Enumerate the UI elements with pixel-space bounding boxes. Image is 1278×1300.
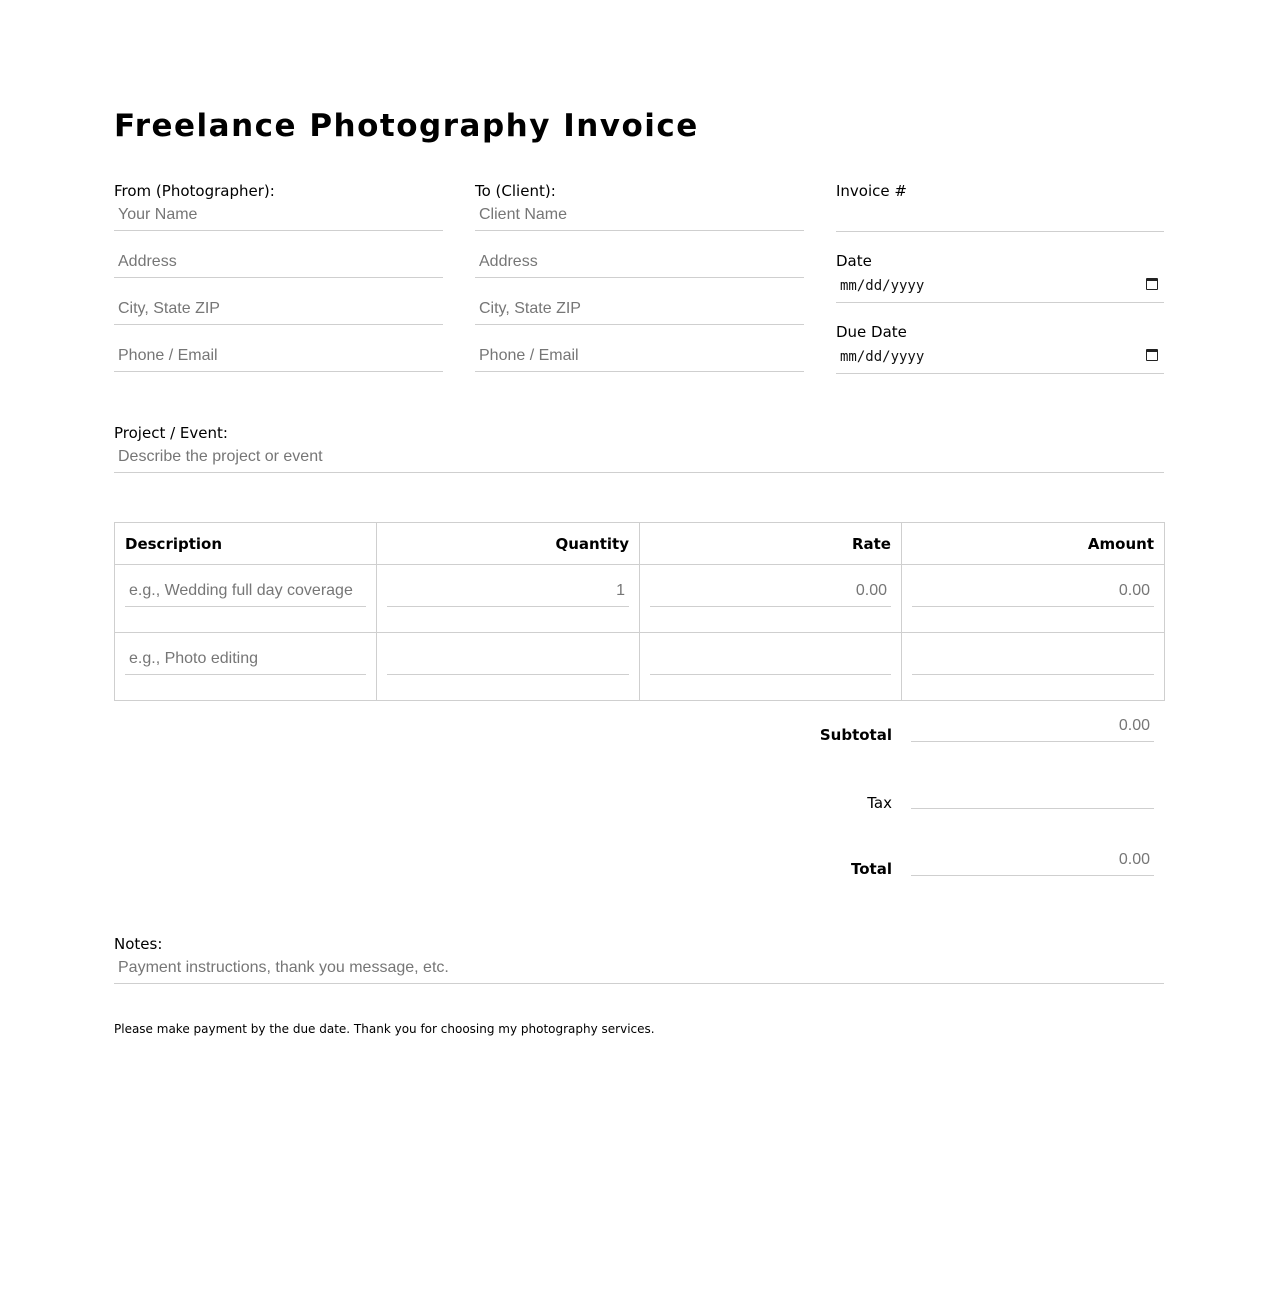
header-rate: Rate [640, 523, 902, 565]
invoice-number-label: Invoice # [836, 182, 907, 200]
notes-section [114, 935, 1164, 984]
date-value: mm/dd/yyyy [840, 278, 925, 294]
calendar-icon[interactable] [1146, 349, 1158, 361]
description-cell [115, 565, 377, 633]
from-address-input[interactable] [114, 247, 443, 278]
client-contact-input[interactable] [475, 341, 804, 372]
footer-message: Please make payment by the due date. Thank you for choosing my photography services. [114, 1022, 655, 1036]
client-city-input[interactable] [475, 294, 804, 325]
page-title: Freelance Photography Invoice [114, 108, 699, 144]
from-label: From (Photographer): [114, 182, 275, 200]
header-description: Description [115, 523, 377, 565]
amount-cell [902, 633, 1165, 701]
amount-cell [902, 565, 1165, 633]
to-label: To (Client): [475, 182, 556, 200]
quantity-input[interactable] [387, 644, 629, 675]
tax-label: Tax [867, 794, 892, 812]
invoice-meta-section [836, 182, 1164, 374]
subtotal-row [114, 711, 1164, 745]
notes-input[interactable] [114, 953, 1164, 984]
quantity-input[interactable] [387, 576, 629, 607]
quantity-cell [377, 633, 640, 701]
subtotal-label: Subtotal [819, 726, 892, 744]
header-quantity: Quantity [377, 523, 640, 565]
total-input[interactable] [911, 845, 1154, 876]
from-name-input[interactable] [114, 200, 443, 231]
description-input[interactable] [125, 644, 366, 675]
invoice-number-input[interactable] [836, 200, 1164, 232]
project-input[interactable] [114, 442, 1164, 473]
tax-row [114, 778, 1164, 812]
table-row [115, 633, 1165, 701]
from-section [114, 182, 443, 372]
from-contact-input[interactable] [114, 341, 443, 372]
due-date-value: mm/dd/yyyy [840, 349, 925, 365]
description-input[interactable] [125, 576, 366, 607]
table-header-row [115, 523, 1165, 565]
amount-input[interactable] [912, 576, 1154, 607]
date-label: Date [836, 252, 872, 270]
table-row [115, 565, 1165, 633]
client-name-input[interactable] [475, 200, 804, 231]
line-items-table [114, 522, 1165, 701]
rate-input[interactable] [650, 576, 891, 607]
notes-label: Notes: [114, 935, 163, 953]
due-date-input[interactable] [836, 341, 1164, 374]
total-row [114, 845, 1164, 879]
project-section [114, 424, 1164, 473]
from-city-input[interactable] [114, 294, 443, 325]
rate-cell [640, 565, 902, 633]
amount-input[interactable] [912, 644, 1154, 675]
date-input[interactable] [836, 270, 1164, 303]
rate-input[interactable] [650, 644, 891, 675]
total-label: Total [851, 860, 892, 878]
project-label: Project / Event: [114, 424, 228, 442]
header-amount: Amount [902, 523, 1165, 565]
calendar-icon[interactable] [1146, 278, 1158, 290]
quantity-cell [377, 565, 640, 633]
client-address-input[interactable] [475, 247, 804, 278]
due-date-label: Due Date [836, 323, 907, 341]
to-section [475, 182, 804, 372]
rate-cell [640, 633, 902, 701]
subtotal-input[interactable] [911, 711, 1154, 742]
description-cell [115, 633, 377, 701]
tax-input[interactable] [911, 778, 1154, 809]
